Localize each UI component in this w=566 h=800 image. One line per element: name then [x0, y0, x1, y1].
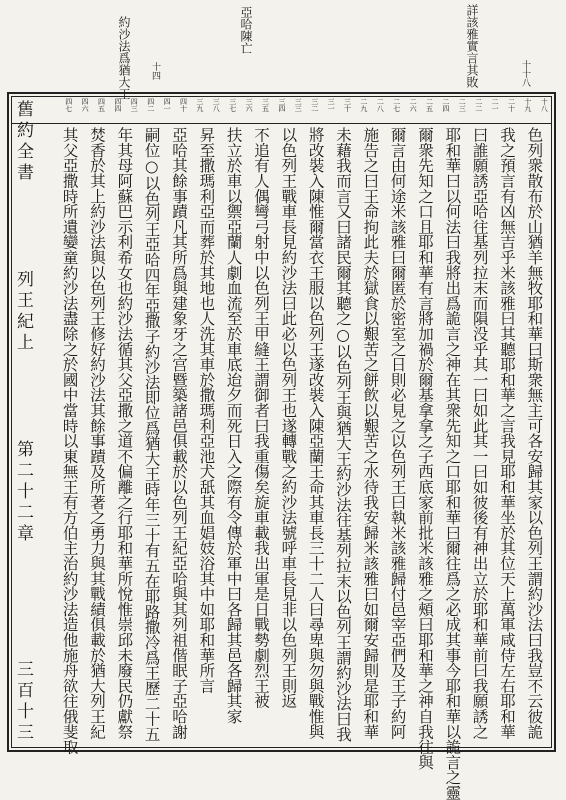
- verse-number: 三五: [261, 98, 270, 112]
- annotation-right-title: 詳該雅實言其敗: [465, 4, 479, 88]
- verse-number: 四五: [97, 98, 106, 112]
- text-column: 施告之曰王命拘此夫於獄食以艱苦之餅飲以艱苦之水待我安歸米該雅曰如爾安歸則是耶和華: [361, 127, 380, 740]
- text-column: 亞哈其餘事蹟凡其所爲與建象牙之宫暨築諸邑俱載於以色列王紀亞哈與其列祖偕眠子亞哈謝: [170, 127, 188, 740]
- verse-number: 三二: [310, 98, 319, 112]
- text-column: 未藉我而言又曰諸民爾其聽之○以色列王與猶大王約沙法往基列拉末以色列王謂約沙法曰我: [334, 127, 352, 742]
- book-title: 舊約全書: [13, 100, 33, 184]
- verse-number: 二二: [474, 98, 483, 112]
- verse-number: 三七: [228, 98, 237, 112]
- text-column: 爾言由何途米該雅曰爾匿於密室之日則必見之以色列王曰執米該雅歸付邑宰亞們及王子約阿: [388, 127, 407, 740]
- verse-number: 三八: [212, 98, 221, 112]
- text-column: 耶和華曰以何法曰我將出爲詭言之神在其衆先知之口耶和華曰爾往爲之必成其事今耶和華以詭言之靈: [443, 127, 462, 800]
- chapter-number: 第二十二章: [13, 440, 33, 545]
- verse-number: 二七: [392, 98, 401, 112]
- verse-number: 四三: [130, 98, 139, 112]
- annotation-left: 約沙法爲猶大王: [117, 16, 131, 100]
- verse-number-strip: [12, 97, 551, 124]
- text-column: 爾衆先知之口且耶和華有言將加禍於爾基拿拿之子西底家前批米該雅之頰曰耶和華之神自我往與: [416, 127, 434, 770]
- verse-number: 四二: [146, 98, 155, 112]
- verse-number: 二十: [507, 98, 516, 112]
- verse-number: 四七: [64, 98, 73, 112]
- text-column: 不追有人偶彎弓射中以色列王甲縫王謂御者曰我重傷矣旋車載我出軍是日戰勢劇烈王被: [252, 127, 270, 709]
- verse-number: 十八: [540, 98, 549, 112]
- verse-number: 二一: [491, 98, 500, 112]
- page-number: 三百十三: [13, 660, 33, 744]
- annotation-middle: 亞哈陳亡: [239, 6, 253, 54]
- verse-number: 三一: [327, 98, 336, 112]
- text-body: [12, 123, 551, 800]
- text-column: 嗣位○以色列王亞哈四年亞撒子約沙法即位爲猶大王時年三十有五在耶路撒冷爲王歷二十五: [142, 127, 161, 742]
- text-column: 其父亞撒時所遺孌童約沙法盡除之於國中當時以東無王有方伯主治約沙法造他施舟欲往俄斐取: [60, 127, 79, 755]
- text-column: 昇至撒瑪利亞而葬於其地也人洗其車於撒瑪利亞池犬舐其血娼妓浴其中如耶和華所言: [197, 127, 216, 694]
- verse-number: 四四: [113, 98, 122, 112]
- verse-number: 三六: [245, 98, 254, 112]
- verse-number: 三九: [195, 98, 204, 112]
- text-column: 以色列王戰車長見約沙法曰此必以色列王也遂轉戰之約沙法號呼車長見非以色列王則返: [279, 127, 298, 709]
- text-frame: [7, 92, 556, 800]
- verse-number: 四一: [163, 98, 172, 112]
- text-column: 將改裝入陳惟爾當衣王服以色列王遂改裝入陳亞蘭王命其車長三十二人曰尋卑與勿與戰惟與: [306, 127, 325, 740]
- text-column: 我之預言有凶無吉乎米該雅曰其聽耶和華之言我見耶和華坐於其位天上萬軍咸侍左右耶和華: [498, 127, 516, 740]
- verse-number: 三四: [277, 98, 286, 112]
- verse-number: 二八: [376, 98, 385, 112]
- text-column: 色列衆散布於山猶羊無牧耶和華曰斯衆無主可各安歸其家以色列王謂約沙法曰我豈不云彼詭: [525, 127, 544, 740]
- verse-number: 二六: [409, 98, 418, 112]
- verse-number: 三三: [294, 98, 303, 112]
- annotation-left-verse-numbers: 十四: [150, 62, 160, 80]
- text-column: 焚香於其上約沙法與以色列王修好約沙法其餘事蹟及所著之勇力與其戰績俱載於猶大列王紀: [88, 127, 106, 740]
- verse-number: 二五: [425, 98, 434, 112]
- text-column: 曰誰願誘亞哈往基列拉末而隕没乎其一曰如此其一曰如彼後有神出立於耶和華前曰我願誘之: [470, 127, 489, 740]
- verse-number: 二九: [359, 98, 368, 112]
- verse-number: 四十: [179, 98, 188, 112]
- text-column: 扶立於車以禦亞蘭人劇血流至於車底迨夕而死日入之際有令傳於軍中曰各歸其邑各歸其家: [224, 127, 243, 724]
- verse-number: 三十: [343, 98, 352, 112]
- verse-number: 二三: [458, 98, 467, 112]
- chapter-title: 列王紀上: [13, 270, 33, 354]
- verse-number: 二四: [441, 98, 450, 112]
- verse-number: 十九: [523, 98, 532, 112]
- verse-number: 四六: [81, 98, 90, 112]
- annotation-right-verse-numbers: 十十八: [520, 60, 530, 87]
- text-column: 年其母阿蘇巴示利希女也約沙法循其父亞撒之道不偏離之行耶和華所悅惟崇邱未廢民仍獻祭: [115, 127, 134, 740]
